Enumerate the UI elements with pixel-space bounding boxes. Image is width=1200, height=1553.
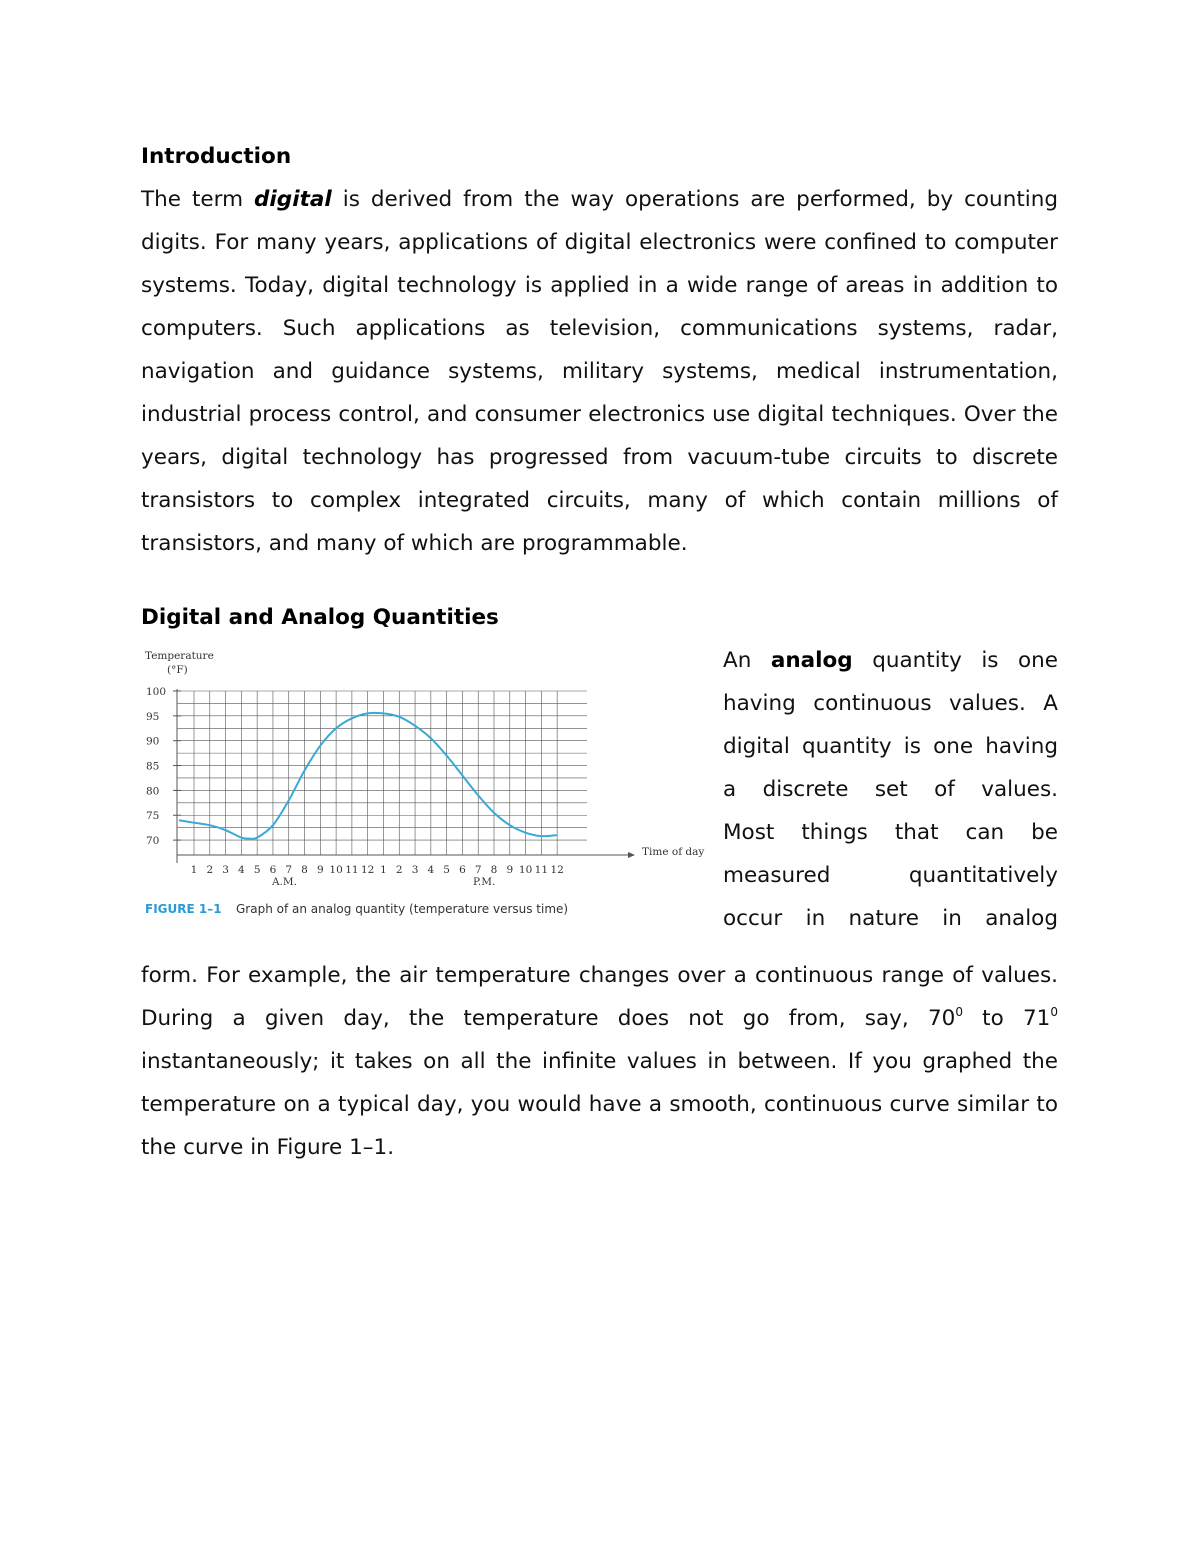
x-tick-label: 10 xyxy=(518,864,533,876)
y-tick-label: 75 xyxy=(146,810,160,823)
x-tick-label: 2 xyxy=(395,864,403,876)
am-label: A.M. xyxy=(272,876,298,888)
term-analog: analog xyxy=(770,648,853,673)
side-text-segment: a discrete set of values. xyxy=(723,777,1058,802)
y-tick-label: 95 xyxy=(146,710,160,723)
x-tick-label: 12 xyxy=(550,864,564,876)
introduction-paragraph xyxy=(141,178,1058,565)
side-text-segment: quantity is one xyxy=(852,648,1059,673)
x-tick-label: 7 xyxy=(285,864,293,876)
x-tick-label: 5 xyxy=(253,864,261,876)
y-tick-label: 70 xyxy=(146,835,160,848)
side-text-line xyxy=(723,725,1058,768)
intro-text-after: is derived from the way operations are performed, by counting digits. For many years, applications of digital electronics were confined to computer systems. Today, digital technology is applied in a wide range of areas in addition to computers. Such applications as television, communications systems, radar, navigation and guidance systems, military systems, medical instrumentation, industrial process control, and consumer electronics use digital techniques. Over the years, digital technology has progressed from vacuum-tube circuits to discrete transistors to complex integrated circuits, many of which contain millions of transistors, and many of which are programmable. xyxy=(141,187,1058,556)
side-text-segment: having continuous values. A xyxy=(723,691,1058,716)
term-digital: digital xyxy=(254,187,332,212)
side-text-line xyxy=(723,639,1058,682)
x-tick-label: 4 xyxy=(427,864,435,876)
x-tick-label: 5 xyxy=(443,864,450,876)
x-axis-label: Time of day xyxy=(642,846,705,858)
y-axis-label-line1: Temperature xyxy=(145,650,214,662)
side-text-segment: measured quantitatively xyxy=(723,863,1058,888)
y-tick-label: 100 xyxy=(146,686,167,698)
intro-text-before: The term xyxy=(141,187,255,212)
side-text-line xyxy=(723,854,1058,897)
digital-analog-heading: Digital and Analog Quantities xyxy=(141,605,499,630)
analog-side-text xyxy=(723,639,1058,940)
figure-caption-label: FIGURE 1–1 xyxy=(145,902,222,916)
x-tick-label: 10 xyxy=(329,864,343,876)
cont-part1: form. For example, the air temperature changes over a continuous range of values. During a given day, the temperature does not go from, say, 70 xyxy=(141,963,1058,1031)
figure-with-text xyxy=(141,639,1058,954)
side-text-segment: An xyxy=(723,648,771,673)
temperature-curve xyxy=(179,713,557,839)
x-tick-label: 7 xyxy=(474,864,482,876)
x-axis-arrow xyxy=(628,852,635,858)
side-text-segment: digital quantity is one having xyxy=(723,734,1058,759)
x-tick-label: 8 xyxy=(301,864,308,876)
cont-part2: to 71 xyxy=(962,1006,1051,1031)
y-axis-label-line2: (°F) xyxy=(167,664,188,676)
figure-caption-text: Graph of an analog quantity (temperature versus time) xyxy=(236,902,569,916)
side-text-line xyxy=(723,897,1058,940)
degree-superscript-2: 0 xyxy=(1050,1005,1058,1019)
cont-part3: instantaneously; it takes on all the infinite values in between. If you graphed the temperature on a typical day, you would have a smooth, continuous curve similar to the curve in Figure 1–1. xyxy=(141,1049,1058,1160)
side-text-line xyxy=(723,682,1058,725)
x-tick-label: 8 xyxy=(490,864,498,876)
x-tick-label: 6 xyxy=(459,864,466,876)
x-tick-label: 1 xyxy=(380,864,387,876)
x-tick-label: 6 xyxy=(269,864,277,876)
temperature-chart xyxy=(141,643,706,925)
x-tick-label: 9 xyxy=(506,864,514,876)
x-tick-labels xyxy=(191,864,564,876)
x-tick-label: 4 xyxy=(238,864,245,876)
x-tick-label: 2 xyxy=(206,864,214,876)
x-tick-label: 12 xyxy=(360,864,375,876)
x-tick-label: 3 xyxy=(411,864,419,876)
x-tick-label: 1 xyxy=(190,864,198,876)
x-tick-label: 9 xyxy=(316,864,324,876)
side-text-line xyxy=(723,768,1058,811)
y-tick-label: 85 xyxy=(146,760,160,773)
pm-label: P.M. xyxy=(473,876,496,888)
introduction-heading: Introduction xyxy=(141,144,292,169)
x-tick-label: 3 xyxy=(222,864,229,876)
side-text-segment: Most things that can be xyxy=(723,820,1058,845)
side-text-segment: occur in nature in analog xyxy=(723,906,1058,931)
y-tick-label: 90 xyxy=(146,735,160,748)
document-page xyxy=(141,135,1058,1169)
x-tick-label: 11 xyxy=(534,864,549,876)
x-tick-label: 11 xyxy=(345,864,359,876)
y-tick-labels xyxy=(146,686,166,847)
degree-superscript-1: 0 xyxy=(955,1005,963,1019)
y-tick-label: 80 xyxy=(146,785,160,798)
side-text-line xyxy=(723,811,1058,854)
analog-continuation-paragraph xyxy=(141,954,1058,1169)
